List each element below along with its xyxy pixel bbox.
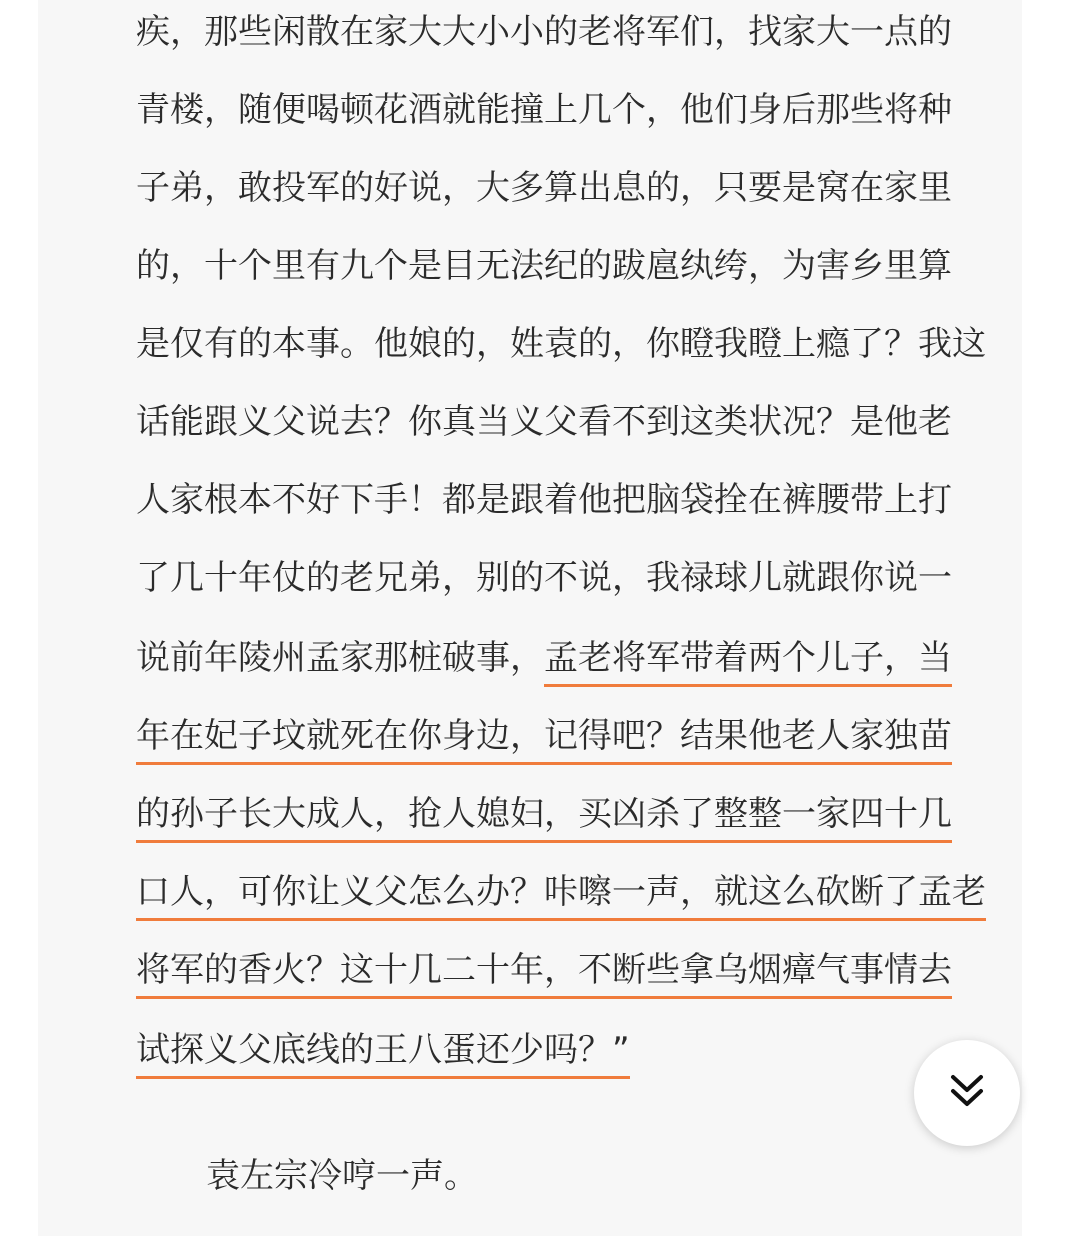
highlighted-text[interactable]: 将军的香火？这十几二十年，不断些拿乌烟瘴气事情去 [136,950,952,999]
text-line [136,322,986,366]
text-line [136,88,952,132]
text-line [136,400,952,444]
text-segment: 的，十个里有九个是目无法纪的跋扈纨绔，为害乡里算 [136,246,952,286]
highlighted-text[interactable]: 年在妃子坟就死在你身边，记得吧？结果他老人家独苗 [136,716,952,765]
text-line [136,948,952,992]
text-line [136,636,952,680]
highlighted-text[interactable]: 口人，可你让义父怎么办？咔嚓一声，就这么砍断了孟老 [136,872,986,921]
highlighted-text[interactable]: 试探义父底线的王八蛋还少吗？” [136,1030,630,1079]
text-segment: 说前年陵州孟家那桩破事， [136,638,544,678]
text-segment: 疾，那些闲散在家大大小小的老将军们，找家大一点的 [136,12,952,52]
text-line [136,556,952,600]
text-line [136,166,952,210]
text-line [136,10,952,54]
text-segment: 人家根本不好下手！都是跟着他把脑袋拴在裤腰带上打 [136,480,952,520]
text-segment: 话能跟义父说去？你真当义父看不到这类状况？是他老 [136,402,952,442]
highlighted-text[interactable]: 的孙子长大成人，抢人媳妇，买凶杀了整整一家四十几 [136,794,952,843]
text-segment: 了几十年仗的老兄弟，别的不说，我禄球儿就跟你说一 [136,558,952,598]
text-line [136,1028,630,1072]
text-line [136,714,952,758]
text-segment: 青楼，随便喝顿花酒就能撞上几个，他们身后那些将种 [136,90,952,130]
double-chevron-down-icon [947,1071,987,1115]
text-segment: 子弟，敢投军的好说，大多算出息的，只要是窝在家里 [136,168,952,208]
highlighted-text[interactable]: 孟老将军带着两个儿子，当 [544,638,952,687]
next-paragraph: 袁左宗冷哼一声。 [206,1156,478,1196]
text-line [136,244,952,288]
text-segment: 是仅有的本事。他娘的，姓袁的，你瞪我瞪上瘾了？我这 [136,324,986,364]
text-line [136,478,952,522]
scroll-down-button[interactable] [914,1040,1020,1146]
text-line [136,792,952,836]
reading-page [38,0,1022,1236]
text-line [136,870,986,914]
